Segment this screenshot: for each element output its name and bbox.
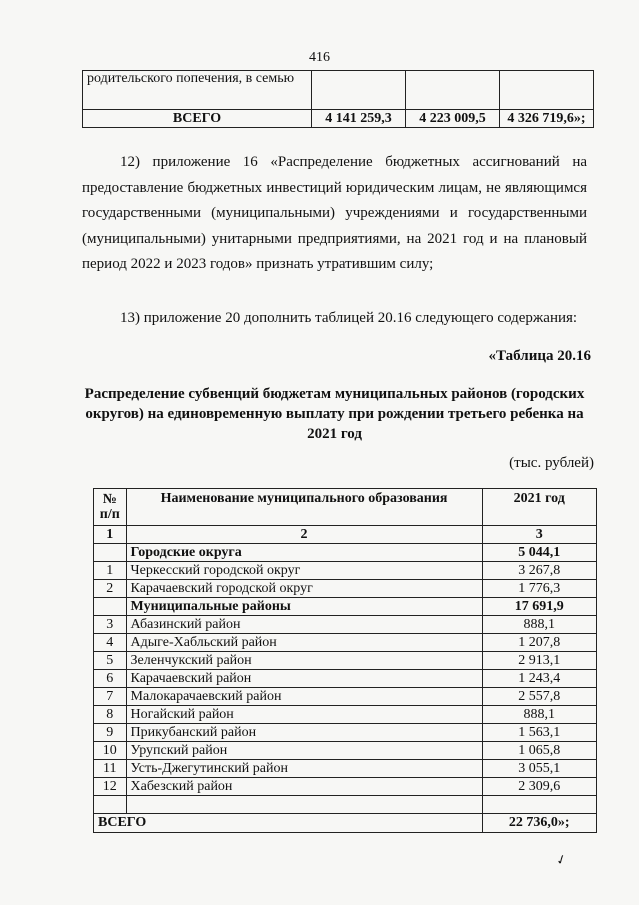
table-row xyxy=(94,688,597,706)
group-value: 17 691,9 xyxy=(482,598,596,616)
value-cell xyxy=(500,71,594,110)
header-num: № п/п xyxy=(94,489,127,526)
col-number: 1 xyxy=(94,526,127,544)
table-caption: «Таблица 20.16 xyxy=(488,348,591,364)
row-num: 8 xyxy=(94,706,127,724)
total-value: 22 736,0»; xyxy=(482,814,596,833)
table-row-total xyxy=(83,110,594,128)
row-name: Малокарачаевский район xyxy=(126,688,482,706)
row-num: 12 xyxy=(94,778,127,796)
pen-mark: ✓ xyxy=(553,850,569,869)
total-value: 4 326 719,6»; xyxy=(500,110,594,128)
row-num: 11 xyxy=(94,760,127,778)
row-name: Зеленчукский район xyxy=(126,652,482,670)
row-value: 1 776,3 xyxy=(482,580,596,598)
row-value: 2 913,1 xyxy=(482,652,596,670)
empty-cell xyxy=(126,796,482,814)
group-value: 5 044,1 xyxy=(482,544,596,562)
header-name: Наименование муниципального образования xyxy=(126,489,482,526)
row-num: 10 xyxy=(94,742,127,760)
group-name: Городские округа xyxy=(126,544,482,562)
table-row xyxy=(94,724,597,742)
table-row xyxy=(83,71,594,110)
table-row xyxy=(94,634,597,652)
row-num: 9 xyxy=(94,724,127,742)
row-num: 2 xyxy=(94,580,127,598)
table-header-row xyxy=(94,489,597,526)
value-cell xyxy=(406,71,500,110)
paragraph-13: 13) приложение 20 дополнить таблицей 20.16 следующего содержания: xyxy=(120,310,578,326)
row-value: 2 309,6 xyxy=(482,778,596,796)
row-value: 1 207,8 xyxy=(482,634,596,652)
row-name: Черкесский городской округ xyxy=(126,562,482,580)
row-name: Урупский район xyxy=(126,742,482,760)
row-name: Усть-Джегутинский район xyxy=(126,760,482,778)
total-value: 4 223 009,5 xyxy=(406,110,500,128)
row-value: 888,1 xyxy=(482,706,596,724)
header-year: 2021 год xyxy=(482,489,596,526)
subvention-table xyxy=(93,488,597,833)
empty-cell xyxy=(94,796,127,814)
row-name: Карачаевский район xyxy=(126,670,482,688)
total-label: ВСЕГО xyxy=(83,110,312,128)
group-row-districts xyxy=(94,598,597,616)
table-row xyxy=(94,670,597,688)
row-name: родительского попечения, в семью xyxy=(83,71,312,110)
total-value: 4 141 259,3 xyxy=(312,110,406,128)
empty-row xyxy=(94,796,597,814)
row-value: 1 563,1 xyxy=(482,724,596,742)
row-value: 3 055,1 xyxy=(482,760,596,778)
row-value: 888,1 xyxy=(482,616,596,634)
col-number: 2 xyxy=(126,526,482,544)
row-value: 2 557,8 xyxy=(482,688,596,706)
table-title: Распределение субвенций бюджетам муниципальных районов (городских округов) на единовременную выплату при рождении третьего ребенка на 2021 год xyxy=(84,386,585,442)
empty-cell xyxy=(482,796,596,814)
row-name: Карачаевский городской округ xyxy=(126,580,482,598)
row-value: 1 065,8 xyxy=(482,742,596,760)
col-number: 3 xyxy=(482,526,596,544)
column-number-row xyxy=(94,526,597,544)
table-row xyxy=(94,760,597,778)
row-num: 3 xyxy=(94,616,127,634)
row-num: 7 xyxy=(94,688,127,706)
table-row xyxy=(94,580,597,598)
row-name: Хабезский район xyxy=(126,778,482,796)
row-num: 6 xyxy=(94,670,127,688)
row-num: 4 xyxy=(94,634,127,652)
table-row xyxy=(94,706,597,724)
total-label: ВСЕГО xyxy=(94,814,483,833)
row-num: 1 xyxy=(94,562,127,580)
row-name: Ногайский район xyxy=(126,706,482,724)
previous-table-fragment xyxy=(82,70,594,128)
group-row-urban xyxy=(94,544,597,562)
table-row xyxy=(94,742,597,760)
row-num xyxy=(94,544,127,562)
units-label: (тыс. рублей) xyxy=(509,455,594,471)
total-row xyxy=(94,814,597,833)
row-num xyxy=(94,598,127,616)
row-name: Прикубанский район xyxy=(126,724,482,742)
row-num: 5 xyxy=(94,652,127,670)
paragraph-12: 12) приложение 16 «Распределение бюджетных ассигнований на предоставление бюджетных инвестиций юридическим лицам, не являющимся государственными (муниципальными) учреждениями и государственными (муниципальными) унитарными предприятиями, на 2021 год и на плановый период 2022 и 2023 годов» признать утратившим силу; xyxy=(82,154,587,272)
group-name: Муниципальные районы xyxy=(126,598,482,616)
table-row xyxy=(94,562,597,580)
row-value: 3 267,8 xyxy=(482,562,596,580)
table-row xyxy=(94,652,597,670)
table-row xyxy=(94,778,597,796)
row-name: Абазинский район xyxy=(126,616,482,634)
value-cell xyxy=(312,71,406,110)
page-number: 416 xyxy=(309,50,330,65)
row-value: 1 243,4 xyxy=(482,670,596,688)
table-row xyxy=(94,616,597,634)
row-name: Адыге-Хабльский район xyxy=(126,634,482,652)
